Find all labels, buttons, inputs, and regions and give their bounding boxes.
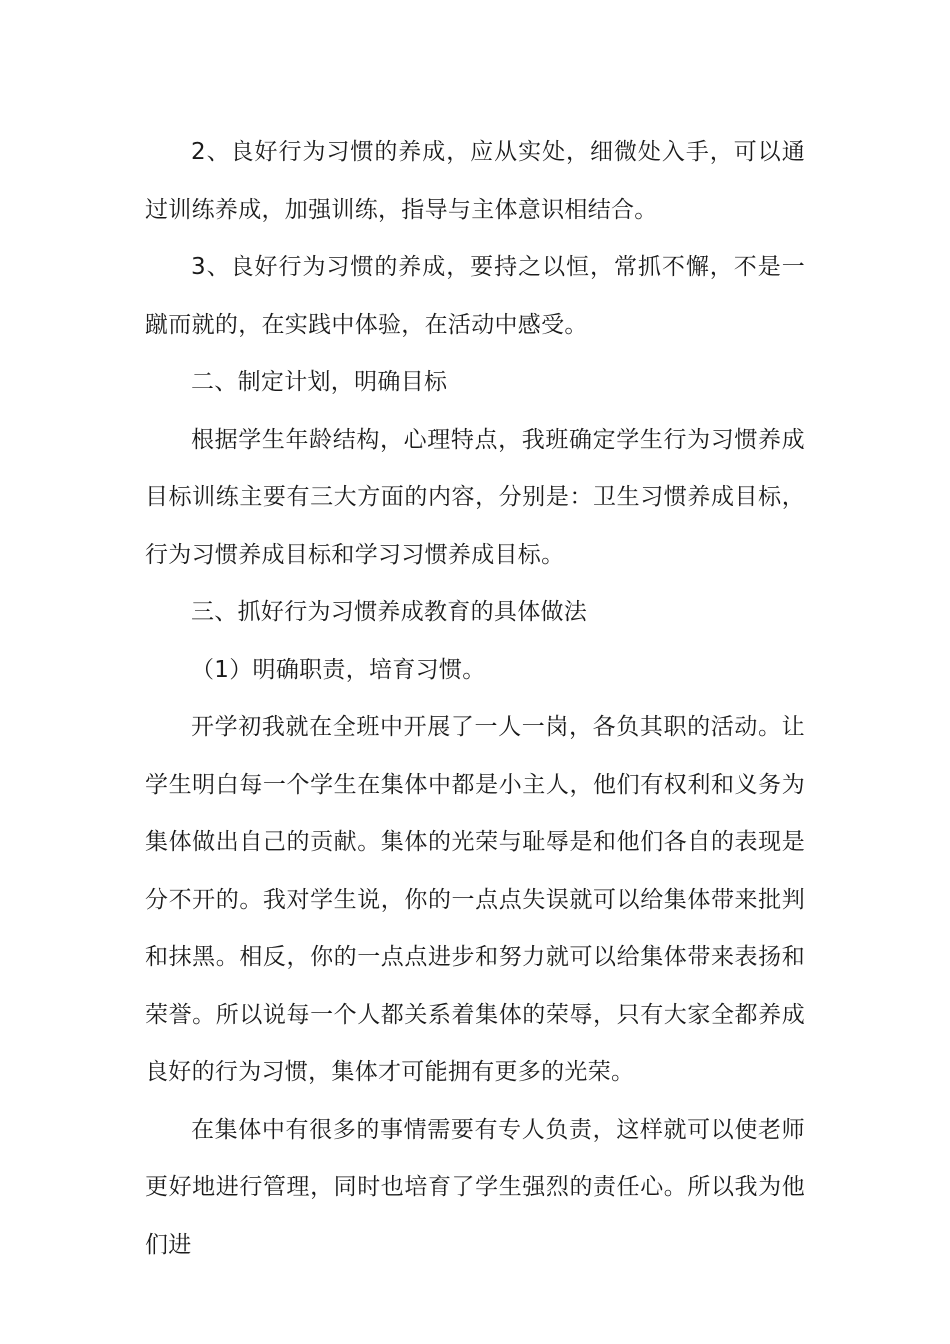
section-heading-2: 二、制定计划，明确目标: [191, 369, 448, 395]
document-body: [145, 124, 805, 1274]
section-heading-3: 三、抓好行为习惯养成教育的具体做法: [191, 599, 588, 625]
paragraph-responsibility: 在集体中有很多的事情需要有专人负责，这样就可以使老师更好地进行管理，同时也培育了学生强烈的责任心。所以我为他们进: [145, 1116, 805, 1258]
paragraph-duties: 开学初我就在全班中开展了一人一岗，各负其职的活动。让学生明白每一个学生在集体中都是小主人，他们有权利和义务为集体做出自己的贡献。集体的光荣与耻辱是和他们各自的表现是分不开的。我对学生说，你的一点点失误就可以给集体带来批判和抹黑。相反，你的一点点进步和努力就可以给集体带来表扬和荣誉。所以说每一个人都关系着集体的荣辱，只有大家全都养成良好的行为习惯，集体才可能拥有更多的光荣。: [145, 714, 805, 1085]
paragraph-item-3: 3、良好行为习惯的养成，要持之以恒，常抓不懈，不是一蹴而就的，在实践中体验，在活动中感受。: [145, 254, 805, 338]
paragraph-goals: 根据学生年龄结构，心理特点，我班确定学生行为习惯养成目标训练主要有三大方面的内容，分别是：卫生习惯养成目标，行为习惯养成目标和学习习惯养成目标。: [145, 426, 805, 568]
paragraph-item-2: 2、良好行为习惯的养成，应从实处，细微处入手，可以通过训练养成，加强训练，指导与主体意识相结合。: [145, 139, 805, 223]
subheading-1: （1）明确职责，培育习惯。: [191, 656, 486, 683]
